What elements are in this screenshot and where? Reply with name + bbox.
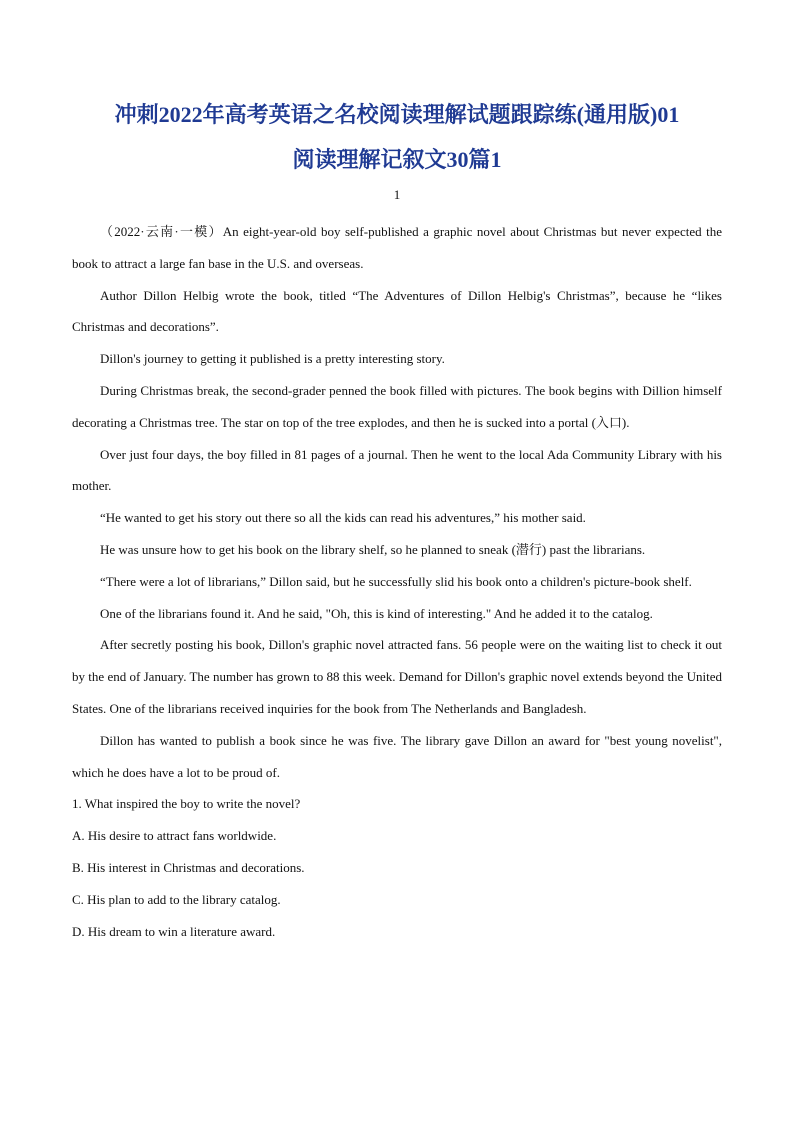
paragraph: Author Dillon Helbig wrote the book, titled “The Adventures of Dillon Helbig's Christmas”, because he “likes Christmas and decorations”.	[72, 287, 722, 335]
paragraph: One of the librarians found it. And he said, "Oh, this is kind of interesting." And he added it to the catalog.	[100, 605, 653, 621]
document-title-line-1: 冲刺2022年高考英语之名校阅读理解试题跟踪练(通用版)01	[114, 102, 680, 127]
paragraph: （2022·云南·一模）An eight-year-old boy self-published a graphic novel about Christmas but never expected the book to attract a large fan base in the U.S. and overseas.	[72, 224, 722, 271]
passage-body	[72, 216, 722, 947]
option-d: D. His dream to win a literature award.	[72, 923, 276, 939]
paragraph: “He wanted to get his story out there so all the kids can read his adventures,” his mother said.	[100, 510, 586, 526]
paragraph: “There were a lot of librarians,” Dillon said, but he successfully slid his book onto a children's picture-book shelf.	[100, 573, 692, 589]
paragraph: During Christmas break, the second-grader penned the book filled with pictures. The book begins with Dillion himself decorating a Christmas tree. The star on top of the tree explodes, and then he is sucked into a portal (入口).	[72, 382, 722, 430]
paragraph: Over just four days, the boy filled in 81 pages of a journal. Then he went to the local Ada Community Library with his mother.	[72, 446, 722, 494]
paragraph: Dillon's journey to getting it published is a pretty interesting story.	[100, 351, 445, 367]
document-title-line-2: 阅读理解记叙文30篇1	[292, 147, 502, 172]
paragraph: After secretly posting his book, Dillon's graphic novel attracted fans. 56 people were on the waiting list to check it out by the end of January. The number has grown to 88 this week. Demand for Dillon's graphic novel extends beyond the United States. One of the librarians received inquiries for the book from The Netherlands and Bangladesh.	[72, 637, 722, 716]
paragraph: He was unsure how to get his book on the library shelf, so he planned to sneak (潜行) past the librarians.	[100, 541, 646, 557]
passage-number: 1	[393, 187, 401, 202]
option-a: A. His desire to attract fans worldwide.	[72, 828, 277, 844]
paragraph: Dillon has wanted to publish a book since he was five. The library gave Dillon an award for "best young novelist", which he does have a lot to be proud of.	[72, 732, 722, 780]
option-b: B. His interest in Christmas and decorations.	[72, 859, 305, 875]
option-c: C. His plan to add to the library catalog.	[72, 891, 281, 907]
question-stem: 1. What inspired the boy to write the novel?	[72, 796, 301, 812]
